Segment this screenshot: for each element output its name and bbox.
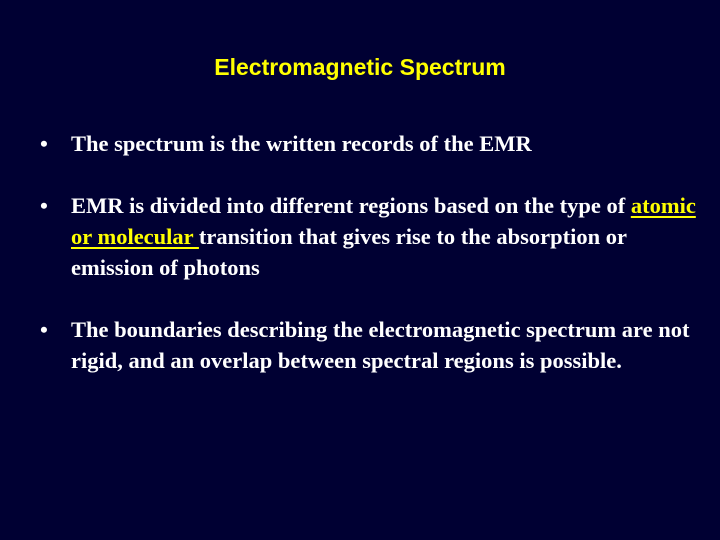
bullet-text: The boundaries describing the electromagnetic spectrum are not rigid, and an overlap between spectral regions is possible. <box>71 317 690 373</box>
bullet-item-2 <box>40 190 700 283</box>
bullet-text: The spectrum is the written records of the EMR <box>71 131 532 156</box>
bullet-marker: • <box>40 317 48 342</box>
bullet-marker: • <box>40 131 48 156</box>
bullet-marker: • <box>40 193 48 218</box>
bullet-item-3 <box>40 314 700 376</box>
bullet-item-1 <box>40 128 700 159</box>
highlighted-phrase: atomic or molecular <box>71 193 696 249</box>
bullet-text-after: transition that gives rise to the absorption or emission of photons <box>71 224 627 280</box>
slide-title: Electromagnetic Spectrum <box>214 54 506 80</box>
bullet-list <box>40 128 700 407</box>
bullet-text-before: EMR is divided into different regions based on the type of <box>71 193 631 218</box>
